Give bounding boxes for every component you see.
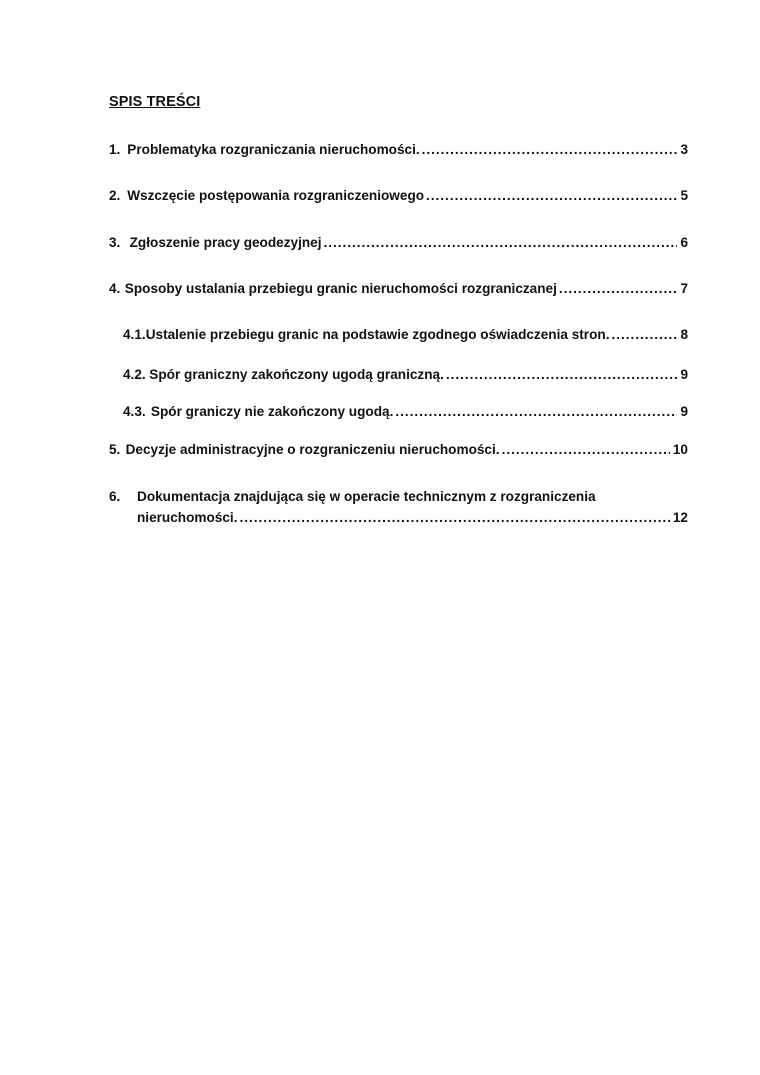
toc-entry-number: 3. xyxy=(109,235,121,250)
toc-entry-2[interactable] xyxy=(109,188,688,203)
toc-entry-page: 6 xyxy=(680,235,688,250)
toc-entry-page: 8 xyxy=(680,327,688,342)
toc-entry-title: Spór graniczny zakończony ugodą graniczną. xyxy=(149,367,444,382)
toc-entry-4[interactable] xyxy=(109,281,688,296)
toc-entry-6[interactable] xyxy=(109,489,688,525)
toc-entry-number: 1. xyxy=(109,142,121,157)
dot-leader xyxy=(611,327,677,342)
toc-entry-title: Decyzje administracyjne o rozgraniczeniu nieruchomości. xyxy=(125,442,500,457)
toc-entry-number: 4.1. xyxy=(123,327,146,342)
toc-entry-4-3[interactable] xyxy=(123,404,688,419)
toc-entry-number: 4.2. xyxy=(123,367,146,382)
toc-entry-title: Ustalenie przebiegu granic na podstawie zgodnego oświadczenia stron. xyxy=(145,327,610,342)
toc-entry-number: 6. xyxy=(109,489,121,504)
toc-entry-number: 2. xyxy=(109,188,121,203)
toc-entry-line-1 xyxy=(109,489,688,504)
dot-leader xyxy=(239,510,669,525)
toc-entry-3[interactable] xyxy=(109,235,688,250)
dot-leader xyxy=(446,367,678,382)
toc-entry-title: Spór graniczy nie zakończony ugodą. xyxy=(150,404,394,419)
toc-entry-line-2 xyxy=(109,510,688,525)
toc-entry-page: 12 xyxy=(672,510,688,525)
dot-leader xyxy=(502,442,670,457)
toc-entry-page: 7 xyxy=(680,281,688,296)
toc-entry-page: 3 xyxy=(680,142,688,157)
dot-leader xyxy=(422,142,678,157)
toc-entry-page: 5 xyxy=(680,188,688,203)
toc-heading: SPIS TREŚCI xyxy=(109,94,201,110)
toc-entry-page: 9 xyxy=(680,404,688,419)
toc-entry-number: 4.3. xyxy=(123,404,146,419)
toc-entry-1[interactable] xyxy=(109,142,688,157)
toc-entry-title: Problematyka rozgraniczania nieruchomości. xyxy=(127,142,420,157)
toc-entry-4-2[interactable] xyxy=(123,367,688,382)
toc-entry-title: Dokumentacja znajdująca się w operacie technicznym z rozgraniczenia xyxy=(137,489,596,504)
toc-entry-title: Sposoby ustalania przebiegu granic nieruchomości rozgraniczanej xyxy=(124,281,557,296)
toc-entry-page: 10 xyxy=(672,442,688,457)
toc-entry-title: Zgłoszenie pracy geodezyjnej xyxy=(129,235,322,250)
dot-leader xyxy=(559,281,678,296)
dot-leader xyxy=(395,404,677,419)
toc-entry-number: 4. xyxy=(109,281,121,296)
dot-leader xyxy=(324,235,678,250)
toc-entry-title: Wszczęcie postępowania rozgraniczeniowego xyxy=(127,188,425,203)
toc-entry-page: 9 xyxy=(680,367,688,382)
dot-leader xyxy=(426,188,677,203)
toc-entry-5[interactable] xyxy=(109,442,688,457)
toc-entry-4-1[interactable] xyxy=(123,327,688,342)
toc-entry-number: 5. xyxy=(109,442,121,457)
toc-entry-title-continued: nieruchomości. xyxy=(137,510,238,525)
